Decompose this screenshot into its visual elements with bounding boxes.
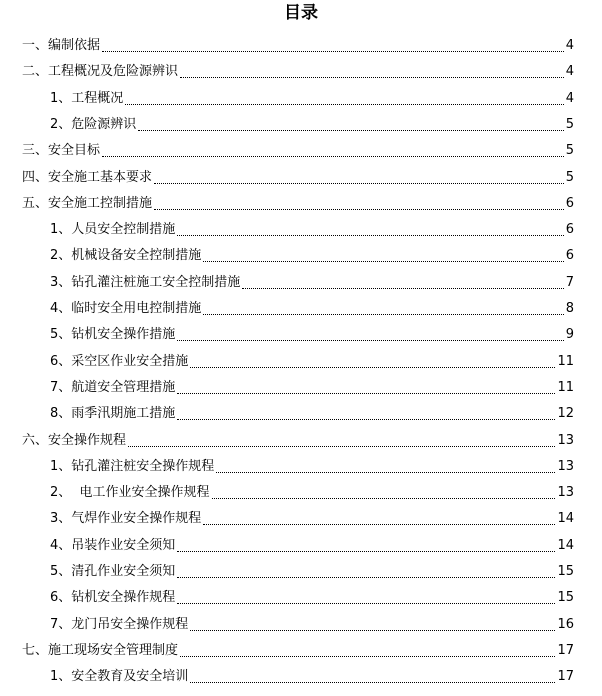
toc-entry[interactable] <box>22 194 574 214</box>
toc-entry[interactable] <box>50 588 574 608</box>
toc-entry-page: 14 <box>557 537 574 553</box>
toc-dot-leader <box>177 392 555 394</box>
toc-entry-page: 13 <box>557 485 574 501</box>
toc-entry-page: 17 <box>557 669 574 685</box>
toc-dot-leader <box>242 287 563 289</box>
toc-entry-page: 5 <box>565 169 574 185</box>
toc-entry-page: 5 <box>565 116 574 132</box>
toc-entry-page: 4 <box>565 64 574 80</box>
toc-dot-leader <box>154 208 564 210</box>
toc-entry-page: 7 <box>565 274 574 290</box>
toc-entry[interactable] <box>50 325 574 345</box>
toc-dot-leader <box>180 76 564 78</box>
toc-entry-label: 4、吊装作业安全须知 <box>50 537 176 553</box>
toc-entry[interactable] <box>22 431 574 451</box>
toc-entry-page: 6 <box>565 195 574 211</box>
toc-entry-label: 2、危险源辨识 <box>50 116 137 132</box>
toc-entry-page: 6 <box>565 248 574 264</box>
toc-entry-page: 14 <box>557 511 574 527</box>
toc-entry-label: 7、航道安全管理措施 <box>50 379 176 395</box>
toc-entry[interactable] <box>50 509 574 529</box>
toc-entry[interactable] <box>22 36 574 56</box>
toc-entry-label: 6、钻机安全操作规程 <box>50 590 176 606</box>
toc-entry-label: 5、清孔作业安全须知 <box>50 564 176 579</box>
toc-entry-label: 1、钻孔灌注桩安全操作规程 <box>50 458 215 474</box>
toc-entry-page: 12 <box>557 406 574 422</box>
toc-dot-leader <box>177 602 555 604</box>
toc-entry-label: 七、施工现场安全管理制度 <box>22 642 179 658</box>
toc-entry-label: 二、工程概况及危险源辨识 <box>22 64 179 80</box>
toc-entry[interactable] <box>50 667 574 687</box>
toc-dot-leader <box>190 366 555 368</box>
toc-entry[interactable] <box>50 115 574 135</box>
toc-entry[interactable] <box>50 615 574 635</box>
toc-entry[interactable] <box>50 89 574 109</box>
toc-entry[interactable] <box>22 141 574 161</box>
toc-entry[interactable] <box>50 404 574 424</box>
toc-dot-leader <box>190 681 555 683</box>
toc-entry-label: 2、机械设备安全控制措施 <box>50 248 202 264</box>
toc-dot-leader <box>154 182 564 184</box>
toc-dot-leader <box>212 497 556 499</box>
toc-entry-page: 16 <box>557 616 574 632</box>
toc-entry-page: 13 <box>557 432 574 448</box>
toc-dot-leader <box>177 576 555 578</box>
toc-dot-leader <box>177 234 563 236</box>
toc-entry-page: 17 <box>557 642 574 658</box>
toc-dot-leader <box>138 129 563 131</box>
toc-entry-label: 3、气焊作业安全操作规程 <box>50 511 202 527</box>
toc-entry-label: 7、龙门吊安全操作规程 <box>50 616 189 632</box>
toc-entry-page: 15 <box>557 564 574 579</box>
toc-dot-leader <box>216 471 555 473</box>
toc-entry-page: 4 <box>565 90 574 106</box>
toc-dot-leader <box>125 103 563 105</box>
toc-entry-label: 5、钻机安全操作措施 <box>50 327 176 343</box>
toc-dot-leader <box>190 629 555 631</box>
toc-entry[interactable] <box>50 562 574 582</box>
toc-dot-leader <box>177 339 563 341</box>
toc-entry-page: 11 <box>557 353 574 369</box>
toc-entry-label: 1、工程概况 <box>50 90 124 106</box>
toc-entry[interactable] <box>22 62 574 82</box>
toc-entry-label: 3、钻孔灌注桩施工安全控制措施 <box>50 274 241 290</box>
toc-entry-label: 4、临时安全用电控制措施 <box>50 301 202 316</box>
toc-entry[interactable] <box>50 378 574 398</box>
toc-dot-leader <box>102 50 564 52</box>
toc-entry[interactable] <box>50 299 574 319</box>
toc-entry-page: 9 <box>565 327 574 343</box>
toc-entry-page: 4 <box>565 38 574 53</box>
toc-entry-label: 1、安全教育及安全培训 <box>50 669 189 685</box>
toc-dot-leader <box>203 523 555 525</box>
toc-entry-label: 六、安全操作规程 <box>22 432 127 448</box>
toc-entry-label: 2、 电工作业安全操作规程 <box>50 485 210 501</box>
toc-entry[interactable] <box>50 273 574 293</box>
toc-entry-label: 6、采空区作业安全措施 <box>50 353 189 369</box>
toc-entry[interactable] <box>50 352 574 372</box>
toc-entry-page: 8 <box>565 301 574 316</box>
toc-entry[interactable] <box>22 168 574 188</box>
toc-entry-label: 四、安全施工基本要求 <box>22 169 153 185</box>
toc-entry-label: 1、人员安全控制措施 <box>50 222 176 238</box>
toc-dot-leader <box>177 418 555 420</box>
toc-entry[interactable] <box>50 220 574 240</box>
toc-title: 目录 <box>284 3 318 23</box>
toc-entry-page: 6 <box>565 222 574 238</box>
toc-entry-page: 11 <box>557 379 574 395</box>
toc-entry[interactable] <box>50 457 574 477</box>
toc-entry[interactable] <box>50 246 574 266</box>
toc-entry-page: 5 <box>565 143 574 159</box>
toc-entry-page: 15 <box>557 590 574 606</box>
toc-dot-leader <box>203 260 563 262</box>
toc-entry[interactable] <box>50 483 574 503</box>
toc-dot-leader <box>102 155 564 157</box>
toc-entry-label: 三、安全目标 <box>22 143 101 159</box>
toc-entry[interactable] <box>22 641 574 661</box>
toc-dot-leader <box>203 313 563 315</box>
toc-entry-page: 13 <box>557 458 574 474</box>
toc-dot-leader <box>180 655 555 657</box>
toc-dot-leader <box>177 550 555 552</box>
toc-dot-leader <box>128 445 555 447</box>
toc-entry-label: 8、雨季汛期施工措施 <box>50 406 176 422</box>
toc-entry-label: 五、安全施工控制措施 <box>22 195 153 211</box>
toc-entry[interactable] <box>50 536 574 556</box>
toc-entry-label: 一、编制依据 <box>22 38 101 53</box>
